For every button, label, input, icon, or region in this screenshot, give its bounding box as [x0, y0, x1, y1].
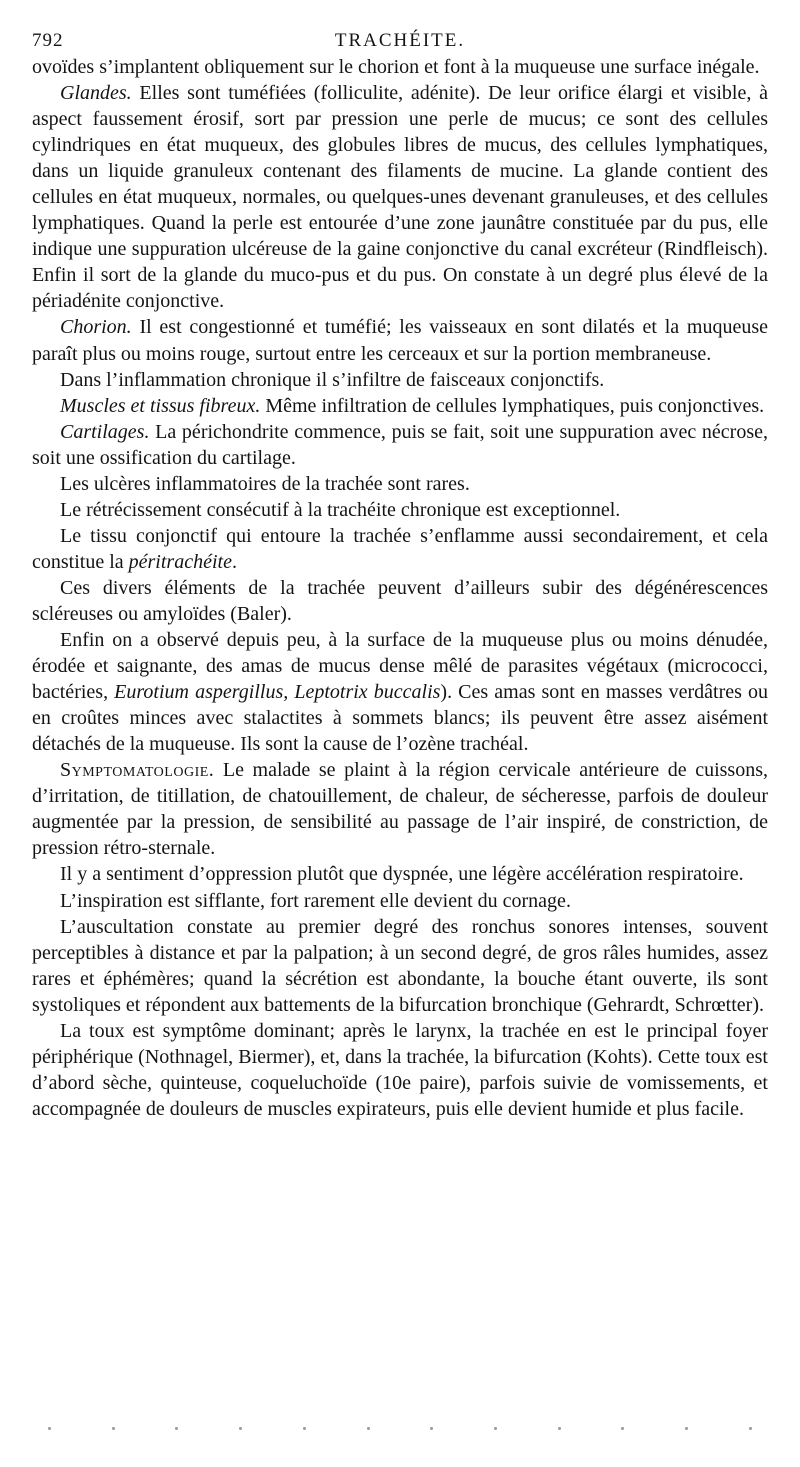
paragraph [32, 1018, 768, 1122]
paragraph-tail: ). Ces amas sont en masses verdâtres ou en croûtes minces avec stalactites à sommets blancs; ils peuvent être assez aisément détachés de la muqueuse. Ils sont la cause de l’ozène trachéal. [32, 681, 769, 756]
paragraph-text: Même infiltration de cellules lymphatiques, puis conjonctives. [260, 394, 765, 417]
paragraph-text: Dans l’inflammation chronique il s’infiltre de faisceaux conjonctifs. [60, 368, 605, 391]
paragraph-text: Le malade se plaint à la région cervicale antérieure de cuissons, d’irritation, de titillation, de chatouillement, de chaleur, de sécheresse, parfois de douleur augmentée par la pression, de sensibilité au passage de l’air inspiré, de constriction, de pression rétro-sternale. [32, 759, 768, 860]
paragraph [32, 523, 768, 575]
paragraph-text: Enfin on a observé depuis peu, à la surface de la muqueuse plus ou moins dénudée, érodée et saignante, des amas de mucus dense mêlé de parasites végétaux (micrococci, bactéries, [32, 629, 768, 704]
paragraph-text: Les ulcères inflammatoires de la trachée sont rares. [60, 472, 470, 495]
dot [749, 1427, 752, 1430]
running-head [32, 24, 768, 54]
paragraph [32, 54, 768, 80]
paragraph [32, 627, 768, 757]
paragraph-text: Il y a sentiment d’oppression plutôt que dyspnée, une légère accélération respiratoire. [60, 863, 744, 886]
paragraph-text: ovoïdes s’implantent obliquement sur le chorion et font à la muqueuse une surface inégale. [32, 56, 760, 78]
dot [303, 1427, 306, 1430]
paragraph-text: Le tissu conjonctif qui entoure la trachée s’enflamme aussi secondairement, et cela constitue la [32, 524, 768, 573]
paragraph-tail: . [231, 550, 237, 573]
page-number: 792 [32, 30, 64, 51]
paragraph-text: Ces divers éléments de la trachée peuvent d’ailleurs subir des dégénérescences scléreuses ou amyloïdes (Baler). [32, 576, 768, 625]
paragraph [32, 575, 768, 627]
paragraph-lead: Glandes. [60, 82, 132, 105]
paragraph [32, 914, 768, 1018]
paragraph-text: Elles sont tuméfiées (folliculite, adénite). De leur orifice élargi et visible, à aspect faussement érosif, sort par pression une perle de mucus; ce sont des cellules cylindriques en état muqueux, des globules libres de mucus, des cellules lymphatiques, dans un liquide granuleux contenant des filaments de mucine. La glande contient des cellules en état muqueux, normales, ou quelques-unes devenant granuleuses, et des cellules lymphatiques. Quand la perle est entourée d’une zone jaunâtre constituée par du pus, elle indique une suppuration ulcéreuse de la gaine conjonctive du canal excréteur (Rindfleisch). Enfin il sort de la glande du muco-pus et du pus. On constate à un degré plus élevé de la périadénite conjonctive. [32, 82, 768, 313]
paragraph-text: Le rétrécissement consécutif à la trachéite chronique est exceptionnel. [60, 498, 621, 521]
dot [239, 1427, 242, 1430]
dot [48, 1427, 51, 1430]
paragraph-text: La toux est symptôme dominant; après le larynx, la trachée en est le principal foyer périphérique (Nothnagel, Biermer), et, dans la trachée, la bifurcation (Kohts). Cette toux est d’abord sèche, quinteuse, coqueluchoïde (10e paire), parfois suivie de vomissements, et accompagnée de douleurs de muscles expirateurs, puis elle devient humide et plus facile. [32, 1019, 768, 1120]
dot [685, 1427, 688, 1430]
dot [367, 1427, 370, 1430]
paragraph-emphasis: péritrachéite [128, 550, 232, 573]
body-text [32, 54, 768, 1122]
dot [430, 1427, 433, 1430]
paragraph-text: L’inspiration est sifflante, fort rarement elle devient du cornage. [60, 889, 571, 912]
paragraph-text: Il est congestionné et tuméfié; les vaisseaux en sont dilatés et la muqueuse paraît plus ou moins rouge, surtout entre les cerceaux et sur la portion membraneuse. [32, 316, 768, 365]
paragraph-lead: Cartilages. [60, 420, 150, 443]
dot [494, 1427, 497, 1430]
paragraph [32, 471, 768, 497]
dot [175, 1427, 178, 1430]
paragraph [32, 367, 768, 393]
paragraph-lead: Symptomatologie. [60, 759, 215, 782]
paragraph-lead: Muscles et tissus fibreux. [60, 394, 261, 417]
dot [621, 1427, 624, 1430]
paragraph [32, 888, 768, 914]
paragraph-text: La périchondrite commence, puis se fait, soit une suppuration avec nécrose, soit une ossification du cartilage. [32, 420, 768, 469]
dot [112, 1427, 115, 1430]
running-title: TRACHÉITE. [334, 30, 466, 51]
paragraph [32, 861, 768, 887]
paragraph-cartilages [32, 419, 768, 471]
page [32, 24, 768, 1122]
paragraph-chorion [32, 314, 768, 366]
dot [558, 1427, 561, 1430]
paragraph-symptomatologie [32, 757, 768, 861]
paragraph-glandes [32, 80, 768, 314]
paragraph-text: L’auscultation constate au premier degré des ronchus sonores intenses, souvent perceptibles à distance et par la palpation; à un second degré, de gros râles humides, assez rares et éphémères; quand la sécrétion est abondante, la bouche étant ouverte, ils sont systoliques et répondent aux battements de la bifurcation bronchique (Gehrardt, Schrœtter). [32, 915, 768, 1016]
paragraph-muscles [32, 393, 768, 419]
footer-dots [48, 1427, 752, 1433]
paragraph-emphasis: Eurotium aspergillus, Leptotrix buccalis [114, 681, 441, 704]
paragraph-lead: Chorion. [60, 316, 132, 339]
paragraph [32, 497, 768, 523]
